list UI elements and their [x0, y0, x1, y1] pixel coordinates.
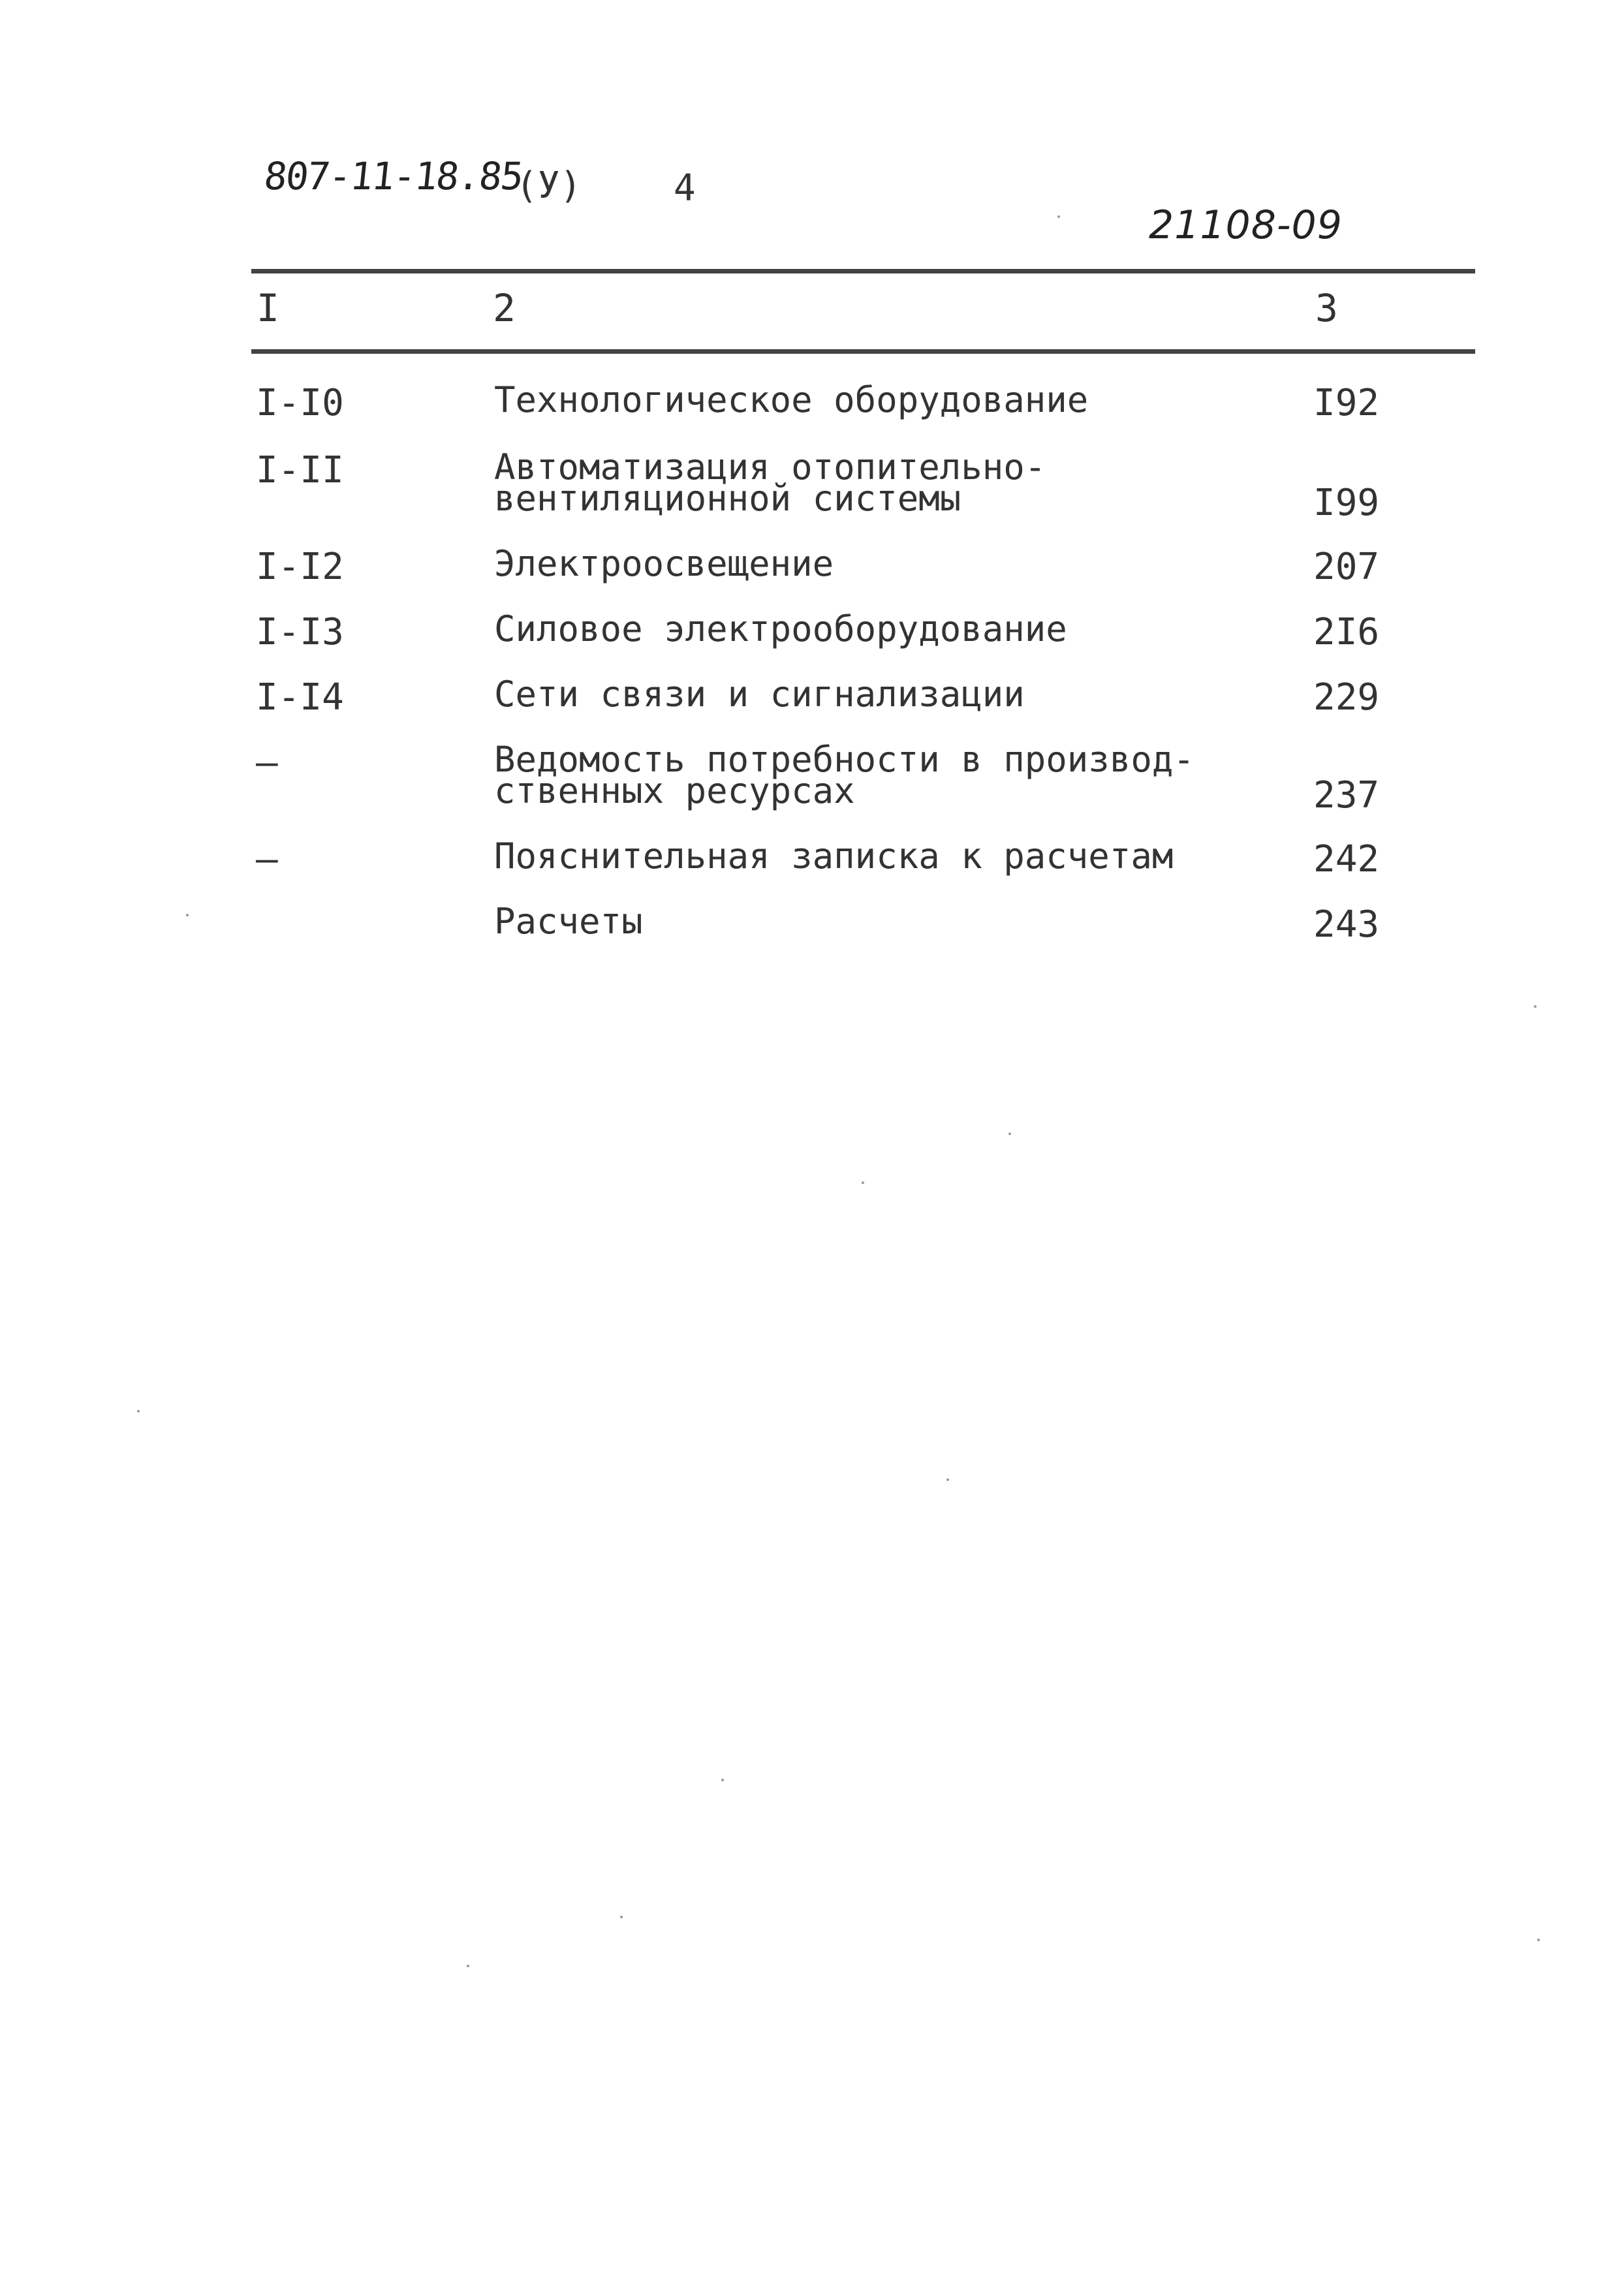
row-title: Пояснительная записка к расчетам: [494, 835, 1174, 877]
row-page: 243: [1313, 903, 1380, 946]
row-title: Силовое электрооборудование: [494, 608, 1067, 649]
row-page: 207: [1313, 546, 1380, 588]
row-title: Автоматизация отопительно- вентиляционной системы: [494, 446, 1046, 519]
row-page: I92: [1313, 382, 1380, 424]
scan-speck: [1057, 215, 1060, 218]
row-page: 2I6: [1313, 611, 1380, 653]
page-number: 4: [674, 167, 696, 210]
table-top-rule: [251, 269, 1475, 273]
scan-speck: [1008, 1132, 1011, 1135]
row-title: Технологическое оборудование: [494, 379, 1089, 420]
row-page: 237: [1313, 774, 1380, 817]
doc-code: 807-11-18.85: [262, 154, 525, 198]
column-header-number: I: [257, 286, 279, 330]
scan-speck: [137, 1410, 140, 1412]
row-number: I-I4: [256, 676, 344, 719]
row-title: Сети связи и сигнализации: [494, 674, 1025, 715]
row-number-dash: –: [256, 838, 278, 881]
row-number: I-I3: [256, 611, 344, 653]
row-number: I-I2: [256, 546, 344, 588]
scan-speck: [620, 1916, 623, 1918]
scan-speck: [862, 1181, 864, 1184]
row-title: Ведомость потребности в производ- ственных ресурсах: [494, 739, 1195, 811]
row-title: Расчеты: [494, 901, 643, 942]
row-page: I99: [1313, 482, 1380, 524]
row-title: Электроосвещение: [494, 543, 834, 584]
row-page: 229: [1313, 676, 1380, 719]
row-page: 242: [1313, 838, 1380, 881]
scan-speck: [946, 1478, 949, 1481]
scan-speck: [721, 1779, 724, 1781]
column-header-title: 2: [493, 286, 516, 330]
column-header-page: 3: [1315, 286, 1338, 330]
scan-speck: [1537, 1939, 1540, 1941]
doc-variant: (У): [516, 164, 582, 207]
row-number-dash: –: [256, 741, 278, 784]
row-number: I-II: [256, 449, 344, 491]
scan-speck: [467, 1965, 469, 1967]
table-header-rule: [251, 349, 1475, 354]
archive-number: 21108-09: [1149, 202, 1343, 248]
scan-speck: [186, 914, 189, 916]
scan-speck: [1534, 1005, 1537, 1008]
row-number: I-I0: [256, 382, 344, 424]
